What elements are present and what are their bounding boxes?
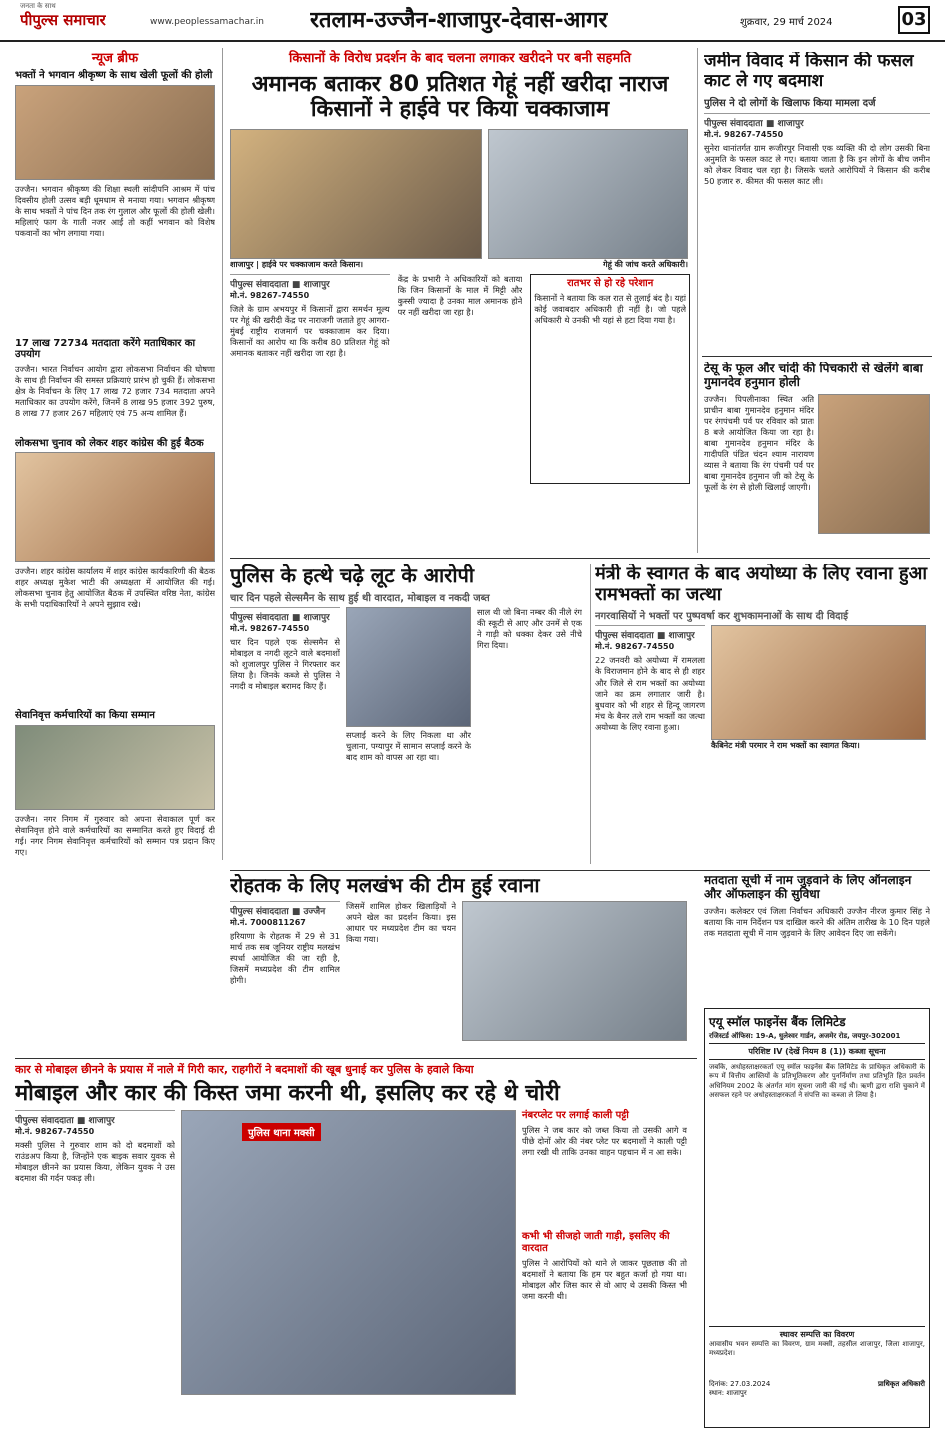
car-headline: मोबाइल और कार की किस्त जमा करनी थी, इसलिए कर रहे थे चोरी [15, 1081, 560, 1106]
lead-body-1: जिले के ग्राम अभयपुर में किसानों द्वारा समर्थन मूल्य पर गेहूं की खरीदी केंद्र पर नाराजगी जताते हुए आगरा-मुंबई राष्ट्रीय राजमार्ग पर चक्काजाम कर दिया। किसानों का आरोप था कि करीब 80 प्रतिशत गेहूं को अमानक बताकर नहीं खरीदा जा रहा है। [230, 303, 390, 358]
robbery-body-1: चार दिन पहले एक सेल्समैन से मोबाइल व नगदी लूटने वाले बदमाशों को शुजालपुर पुलिस ने गिरफ्तार कर लिया है। जिनके कब्जे से पुलिस ने नगदी व मोबाइल बरामद किए हैं। [230, 637, 340, 692]
masthead [0, 0, 945, 42]
robbery-body-3: साल थी जो बिना नम्बर की नीले रंग की स्कूटी से आए और उनमें से एक ने गाड़ी को धक्का देकर उसे नीचे गिरा दिया। [477, 607, 582, 651]
brief-2-body: उज्जैन। भारत निर्वाचन आयोग द्वारा लोकसभा निर्वाचन की घोषणा के साथ ही निर्वाचन की समस्त प्रक्रियाएं प्रारंभ हो चुकी हैं। लोकसभा क्षेत्र के निर्वाचन के लिए 17 लाख 72 हजार 734 मतदाता अपने मताधिकार का उपयोग करेंगे, जिनमें 8 लाख 95 हजार 392 पुरुष, 8 लाख 77 हजार 267 महिलाएं एवं 75 अन्य शामिल हैं। [15, 363, 215, 418]
lead-sidebar-body: किसानों ने बताया कि कल रात से तुलाई बंद है। यहां कोई जवाबदार अधिकारी ही नहीं है। जो पहले अधिकारी थे उनकी भी यहां से हटा दिया गया है। [534, 292, 687, 325]
robbery-sub: चार दिन पहले सेल्समैन के साथ हुई थी वारदात, मोबाइल व नकदी जब्त [230, 593, 490, 604]
mallakhamb-mobile: मो.नं. 7000811267 [230, 918, 306, 927]
car-body-1: मक्सी पुलिस ने गुरुवार शाम को दो बदमाशों को राउंडअप किया है, जिन्होंने एक बाइक सवार युवक से मोबाइल छीनने का प्रयास किया, लेकिन युवक ने उस बदमाश की गर्दन पकड़ ली। [15, 1140, 175, 1184]
notice-body: जबकि, अधोहस्ताक्षरकर्ता एयू स्मॉल फाइनेंस बैंक लिमिटेड के प्राधिकृत अधिकारी के रूप में वित्तीय आस्तियों के प्रतिभूतिकरण और पुनर्निर्माण तथा प्रतिभूति हित प्रवर्तन अधिनियम 2002 के अंतर्गत मांग सूचना जारी की गई थी। ऋणी द्वारा राशि चुकाने में असफल रहने पर अधोहस्ताक्षरकर्ता ने संपत्ति का कब्जा ले लिया है। [709, 1063, 925, 1100]
ayodhya-mobile: मो.नं. 98267-74550 [595, 642, 675, 652]
holi-story [704, 362, 930, 552]
notice-signatory: प्राधिकृत अधिकारी [877, 1380, 925, 1388]
brief-4-body: उज्जैन। नगर निगम में गुरुवार को अपना सेवाकाल पूर्ण कर सेवानिवृत्त होने वाले कर्मचारियों का सम्मानित करते हुए विदाई दी गई। नगर निगम सेवानिवृत्त कर्मचारियों को सम्मान पत्र प्रदान किए गए। [15, 813, 215, 857]
brief-4-title: सेवानिवृत्त कर्मचारियों का किया सम्मान [15, 710, 155, 721]
mallakhamb-headline: रोहतक के लिए मलखंभ की टीम हुई रवाना [230, 874, 540, 897]
brief-4-photo [15, 725, 215, 810]
page-number: 03 [898, 6, 930, 34]
mallakhamb-photo [462, 901, 687, 1041]
police-station-sign: पुलिस थाना मक्सी [242, 1123, 321, 1141]
robbery-mobile: मो.नं. 98267-74550 [230, 624, 310, 633]
car-kicker: कार से मोबाइल छीनने के प्रयास में नाले में गिरी कार, राहगीरों ने बदमाशों की खूब धुनाई कर पुलिस के हवाले किया [15, 1063, 474, 1076]
car-theft-story [15, 1062, 697, 1437]
brief-3-title: लोकसभा चुनाव को लेकर शहर कांग्रेस की हुई बैठक [15, 437, 204, 449]
ayodhya-sub: नगरवासियों ने भक्तों पर पुष्पवर्षा कर शुभकामनाओं के साथ दी विदाई [595, 611, 848, 623]
lead-kicker: किसानों के विरोध प्रदर्शन के बाद चलना लगाकर खरीदने पर बनी सहमति [289, 51, 631, 66]
car-mobile: मो.नं. 98267-74550 [15, 1127, 95, 1137]
ayodhya-story [595, 564, 930, 864]
car-sidebar-body: पुलिस ने जब कार को जब्त किया तो उसकी आगे व पीछे दोनों ओर की नंबर प्लेट पर बदमाशों ने काली पट्टी लगा रखी थी ताकि उनका वाहन पहचान में न आ सके। [522, 1125, 687, 1158]
mallakhamb-story [230, 874, 690, 1054]
lead-headline: अमानक बताकर 80 प्रतिशत गेहूं नहीं खरीदा नाराज किसानों ने हाईवे पर किया चक्काजाम [251, 72, 669, 123]
holi-photo [818, 394, 930, 534]
page-cities-title: रतलाम-उज्जैन-शाजापुर-देवास-आगर [310, 8, 608, 33]
robbery-story [230, 564, 585, 866]
website-url: www.peoplessamachar.in [150, 17, 264, 27]
notice-subtitle: परिशिष्ट IV (देखें नियम 8 (1)) कब्जा सूचना [709, 1043, 925, 1060]
notice-place: स्थान: शाजापुर [709, 1389, 747, 1397]
ayodhya-byline: पीपुल्स संवाददाता ■ शाजापुर [595, 625, 705, 641]
voter-headline: मतदाता सूची में नाम जुड़वाने के लिए ऑनलाइन और ऑफलाइन की सुविधा [704, 874, 912, 901]
lead-byline: पीपुल्स संवाददाता ■ शाजापुर [230, 274, 390, 290]
ayodhya-caption: कैबिनेट मंत्री परमार ने राम भक्तों का स्वागत किया। [711, 741, 860, 751]
voter-body: उज्जैन। कलेक्टर एवं जिला निर्वाचन अधिकारी उज्जैन नीरज कुमार सिंह ने बताया कि नाम निर्देशन पत्र दाखिल करने की अंतिम तारीख के 10 दिन पहले तक मतदाता सूची में नाम जुड़वाने के लिए आवेदन दिए जा सकेंगे। [704, 905, 930, 938]
holi-headline: टेसू के फूल और चांदी की पिचकारी से खेलेंगे बाबा गुमानदेव हनुमान होली [704, 362, 923, 389]
voter-story [704, 874, 930, 1004]
robbery-photo [346, 607, 471, 727]
lead-body-2: केंद्र के प्रभारी ने अधिकारियों को बताया कि जिन किसानों के माल में मिट्टी और कुस्सी ज्यादा है उनका माल अमानक होने पर नहीं खरीदा जा रहा है। [397, 273, 523, 317]
land-dispute-story [704, 52, 930, 352]
robbery-byline: पीपुल्स संवाददाता ■ शाजापुर [230, 607, 340, 623]
lead-photo-1 [230, 129, 482, 259]
car-sidebar-title: नंबरप्लेट पर लगाई काली पट्टी [522, 1110, 629, 1122]
masthead-tagline: जनता के साथ [20, 2, 56, 10]
car-photo [181, 1110, 516, 1395]
robbery-headline: पुलिस के हत्थे चढ़े लूट के आरोपी [230, 564, 475, 587]
news-brief-column [15, 48, 215, 863]
issue-date: शुक्रवार, 29 मार्च 2024 [740, 17, 833, 28]
lead-photo-2 [488, 129, 688, 259]
notice-date: दिनांक: 27.03.2024 [709, 1380, 771, 1388]
lead-sidebar-title: रातभर से हो रहे परेशान [567, 277, 654, 289]
lead-caption-2: गेहूं की जांच करते अधिकारी। [603, 259, 688, 269]
mallakhamb-body-1: हरियाणा के रोहतक में 29 से 31 मार्च तक सब जूनियर राष्ट्रीय मलखंभ स्पर्धा आयोजित की जा रही है, जिसमें मध्यप्रदेश की टीम शामिल होगी। [230, 931, 340, 986]
lead-caption-1: शाजापुर | हाईवे पर चक्काजाम करते किसान। [230, 259, 364, 269]
land-sub: पुलिस ने दो लोगों के खिलाफ किया मामला दर्ज [704, 98, 876, 110]
car-byline: पीपुल्स संवाददाता ■ शाजापुर [15, 1110, 175, 1126]
car-sidebar2-body: पुलिस ने आरोपियों को थाने ले जाकर पूछताछ की तो बदमाशों ने बताया कि हम पर बहुत कर्जा हो गया था। मोबाइल और जिस कार से वो आए थे उसकी किस्त भी जमा करनी थी। [522, 1258, 687, 1302]
notice-schedule-title: स्थावर सम्पत्ति का विवरण [709, 1326, 925, 1340]
brief-1-photo [15, 85, 215, 180]
ayodhya-body: 22 जनवरी को अयोध्या में रामलला के विराजमान होने के बाद से ही शहर और जिले से राम भक्तों का अयोध्या जाने का क्रम लगातार जारी है। बुधवार को भी शहर से हिन्दू जागरण मंच के बैनर तले राम भक्तों का जत्था अयोध्या के लिए रवाना हुआ। [595, 655, 705, 732]
brief-3-body: उज्जैन। शहर कांग्रेस कार्यालय में शहर कांग्रेस कार्यकारिणी की बैठक शहर अध्यक्ष मुकेश भाटी की अध्यक्षता में आयोजित की गई। लोकसभा चुनाव हेतु आयोजित बैठक में उपस्थित वरिष्ठ नेता, कांग्रेस के सभी पदाधिकारियों ने अपने सुझाव रखे। [15, 566, 215, 610]
lead-story [230, 48, 690, 553]
brief-2-title: 17 लाख 72734 मतदाता करेंगे मताधिकार का उपयोग [15, 337, 196, 360]
notice-schedule-body: आवासीय भवन सम्पत्ति का विवरण, ग्राम मक्सी, तहसील शाजापुर, जिला शाजापुर, मध्यप्रदेश। [709, 1340, 925, 1358]
bank-notice [704, 1008, 930, 1428]
brief-3-photo [15, 452, 215, 562]
robbery-body-2: सप्लाई करने के लिए निकला था और चुलाना, पग्यापुर में सामान सप्लाई करने के बाद शाम को वापस आ रहा था। [346, 730, 471, 763]
ayodhya-headline: मंत्री के स्वागत के बाद अयोध्या के लिए रवाना हुआ रामभक्तों का जत्था [595, 564, 927, 605]
brief-1-body: उज्जैन। भगवान श्रीकृष्ण की शिक्षा स्थली सांदीपनि आश्रम में पांच दिवसीय होली उत्सव बड़ी धूमधाम से मनाया गया। भगवान श्रीकृष्ण के साथ भक्तों ने पांच दिन तक रंग गुलाल और फूलों की होली खेली। महिलाएं फाग के गाती नजर आईं तो कहीं भगवान को विशेष पकवानों का भोग लगाया गया। [15, 183, 215, 238]
land-body: सुनेरा थानांतर्गत ग्राम रूजीरपुर निवासी एक व्यक्ति की दो लोग उसकी बिना अनुमति के फसल काट ले गए। बताया जाता है कि इन लोगों के बीच जमीन को लेकर विवाद चल रहा है। जिसके चलते आरोपियों ने किसान की करीब 50 हजार रु. कीमत की फसल काट ली। [704, 143, 930, 187]
holi-body: उज्जैन। पिपलीनाका स्थित अति प्राचीन बाबा गुमानदेव हनुमान मंदिर पर रंगपंचमी पर्व पर रविवार को प्रातः 8 बजे आयोजित किया जा रहा है। बाबा गुमानदेव हनुमान मंदिर के गादीपति पंडित चंदन श्याम नारायण व्यास ने बताया कि रंग पंचमी पर्व पर बाबा गुमानदेव हनुमान जी को टेसू के फूलों के रंग से होली खिलाई जाएगी। [704, 393, 814, 493]
brief-1-title: भक्तों ने भगवान श्रीकृष्ण के साथ खेली फूलों की होली [15, 70, 213, 81]
mallakhamb-body-2: जिसमें शामिल होकर खिलाड़ियों ने अपने खेल का प्रदर्शन किया। इस आधार पर मध्यप्रदेश टीम का चयन किया गया। [346, 901, 456, 945]
lead-mobile: मो.नं. 98267-74550 [230, 290, 310, 300]
land-mobile: मो.नं. 98267-74550 [704, 130, 784, 140]
mallakhamb-byline: पीपुल्स संवाददाता ■ उज्जैन [230, 901, 340, 917]
ayodhya-photo [711, 625, 926, 740]
car-sidebar2-title: कभी भी सीजहो जाती गाड़ी, इसलिए की वारदात [522, 1231, 670, 1255]
notice-title: एयू स्मॉल फाइनेंस बैंक लिमिटेड [709, 1015, 846, 1029]
land-byline: पीपुल्स संवाददाता ■ शाजापुर [704, 113, 930, 129]
news-brief-label: न्यूज ब्रीफ [91, 51, 139, 66]
notice-address: रजिस्टर्ड ऑफिस: 19-A, धुलेश्वर गार्डन, अजमेर रोड, जयपुर-302001 [709, 1032, 901, 1040]
newspaper-logo: पीपुल्स समाचार [20, 11, 106, 29]
land-headline: जमीन विवाद में किसान की फसल काट ले गए बदमाश [704, 52, 914, 91]
